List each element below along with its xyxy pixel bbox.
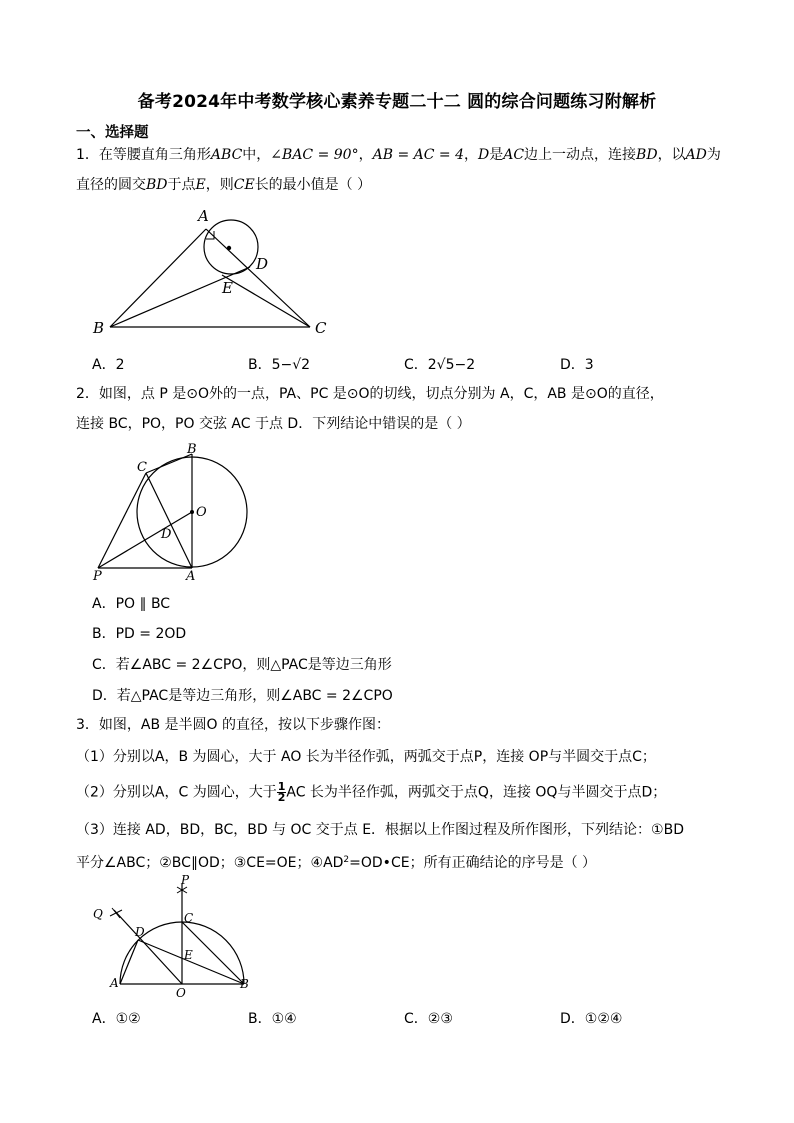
label-a: A — [198, 207, 209, 225]
label-b: B — [93, 319, 105, 337]
q2-line2: 连接 BC，PO，PO 交弦 AC 于点 D．下列结论中错误的是（ ） — [76, 416, 471, 432]
label-c: C — [184, 911, 194, 925]
label-p: P — [93, 569, 102, 584]
q3-figure — [88, 870, 263, 1000]
page-title: 备考2024年中考数学核心素养专题二十二 圆的综合问题练习附解析 — [137, 92, 657, 112]
q2-line1: 2．如图，点 P 是⊙O外的一点，PA、PC 是⊙O的切线，切点分别为 A，C，AB 是⊙O的直径， — [76, 386, 664, 402]
label-d: D — [161, 527, 172, 542]
q3-step4: 平分∠ABC；②BC∥OD；③CE=OE；$④AD^2=OD•CE$；所有正确结论的序号是（ ） — [76, 855, 597, 871]
label-e: E — [184, 948, 193, 962]
q1-number: 1． — [76, 147, 99, 163]
q1-option-c: C．2√5−2 — [404, 357, 476, 373]
q1-line2: 直径的圆交BD于点E，则CE长的最小值是（ ） — [76, 177, 372, 193]
label-p: P — [181, 873, 190, 887]
q3-option-a: A．①② — [92, 1011, 141, 1027]
label-q: Q — [93, 907, 103, 921]
label-c: C — [315, 319, 327, 337]
q2-option-b: B．PD = 2OD — [92, 626, 187, 642]
q3-line1: 3．如图，AB 是半圆O 的直径，按以下步骤作图： — [76, 717, 391, 733]
label-d: D — [135, 925, 145, 939]
q3-step3: （3）连接 AD，BD，BC，BD 与 OC 交于点 E．根据以上作图过程及所作图形，下列结论：①BD — [76, 822, 684, 838]
label-a: A — [110, 976, 119, 990]
q2-option-d: D．若△PAC是等边三角形，则∠ABC = 2∠CPO — [92, 688, 393, 704]
q2-option-a: A．PO ∥ BC — [92, 596, 171, 612]
q3-step1: （1）分别以A，B 为圆心，大于 AO 长为半径作弧，两弧交于点P，连接 OP与半圆交于点C； — [76, 749, 656, 765]
q2-option-c: C．若∠ABC = 2∠CPO，则△PAC是等边三角形 — [92, 657, 392, 673]
q2-number: 2． — [76, 386, 99, 402]
q1-figure — [88, 205, 338, 340]
label-o: O — [196, 505, 207, 520]
label-b: B — [187, 442, 197, 457]
label-d: D — [256, 255, 269, 273]
q3-number: 3． — [76, 717, 99, 733]
label-c: C — [137, 460, 147, 475]
q3-option-b: B．①④ — [248, 1011, 297, 1027]
q2-figure — [88, 440, 258, 585]
label-a: A — [186, 569, 196, 584]
q1-option-a: A．2 — [92, 357, 125, 373]
q3-option-c: C．②③ — [404, 1011, 453, 1027]
fraction-half: $\frac{1}{2}$ — [277, 780, 286, 804]
section-heading: 一、选择题 — [76, 125, 149, 141]
label-b: B — [240, 977, 249, 991]
q1-option-b: B．5−√2 — [248, 357, 311, 373]
q3-option-d: D．①②④ — [560, 1011, 623, 1027]
q1-option-d: D．3 — [560, 357, 594, 373]
label-e: E — [222, 279, 233, 297]
q1-line1: 1．在等腰直角三角形ABC中，∠BAC = 90°，AB = AC = 4，D是AC边上一动点，连接BD，以AD为 — [76, 147, 721, 163]
label-o: O — [176, 986, 186, 1000]
q3-step2: （2）分别以A，C 为圆心，大于 $\frac{1}{2}$ AC 长为半径作弧，两弧交于点Q，连接 OQ与半圆交于点D； — [76, 780, 667, 804]
